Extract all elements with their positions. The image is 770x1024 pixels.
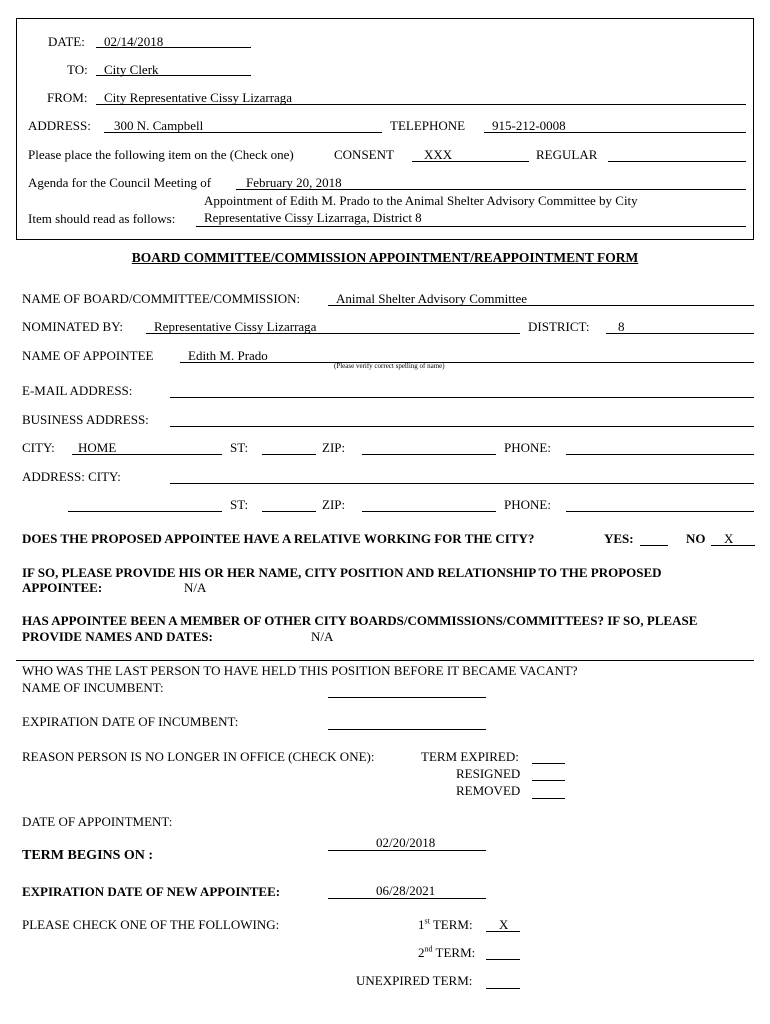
removed-field[interactable] bbox=[532, 798, 565, 799]
if-so-field[interactable]: N/A bbox=[184, 580, 207, 595]
check-one-label: PLEASE CHECK ONE OF THE FOLLOWING: bbox=[22, 917, 280, 932]
email-label: E-MAIL ADDRESS: bbox=[22, 383, 133, 398]
place-item-text: Please place the following item on the (Check one) bbox=[28, 147, 294, 162]
section-divider bbox=[16, 660, 754, 661]
first-term-label bbox=[418, 918, 473, 931]
term-begins-label: TERM BEGINS ON : bbox=[22, 848, 154, 863]
st2-field[interactable] bbox=[262, 511, 316, 512]
member-line-2: PROVIDE NAMES AND DATES: bbox=[22, 629, 213, 644]
from-field[interactable]: City Representative Cissy Lizarraga bbox=[104, 90, 293, 105]
yes-field[interactable] bbox=[640, 545, 668, 546]
new-expiration-line bbox=[328, 898, 486, 899]
address-field[interactable]: 300 N. Campbell bbox=[114, 118, 204, 133]
consent-label: CONSENT bbox=[334, 147, 394, 162]
no-line bbox=[711, 545, 755, 546]
term-expired-label: TERM EXPIRED: bbox=[421, 749, 519, 764]
date-label: DATE: bbox=[48, 34, 85, 49]
unexpired-field[interactable] bbox=[486, 988, 520, 989]
zip2-field[interactable] bbox=[362, 511, 496, 512]
business-field[interactable] bbox=[170, 426, 754, 427]
new-expiration-field[interactable]: 06/28/2021 bbox=[376, 883, 436, 898]
last-person-question: WHO WAS THE LAST PERSON TO HAVE HELD THIS POSITION BEFORE IT BECAME VACANT? bbox=[22, 663, 578, 678]
agenda-label: Agenda for the Council Meeting of bbox=[28, 175, 212, 190]
st-field[interactable] bbox=[262, 454, 316, 455]
city2-field[interactable] bbox=[68, 511, 222, 512]
first-term-sup: st bbox=[424, 916, 430, 926]
form-title: BOARD COMMITTEE/COMMISSION APPOINTMENT/REAPPOINTMENT FORM bbox=[131, 250, 639, 265]
appointment-date-field[interactable]: 02/20/2018 bbox=[376, 835, 436, 850]
phone-field[interactable] bbox=[566, 454, 754, 455]
district-field[interactable]: 8 bbox=[618, 319, 625, 334]
no-field[interactable]: X bbox=[724, 531, 734, 546]
zip-label: ZIP: bbox=[322, 440, 346, 455]
verify-note: (Please verify correct spelling of name) bbox=[334, 362, 445, 370]
if-so-line-1: IF SO, PLEASE PROVIDE HIS OR HER NAME, CITY POSITION AND RELATIONSHIP TO THE PROPOSED bbox=[22, 565, 662, 580]
first-term-field[interactable]: X bbox=[499, 917, 509, 932]
zip2-label: ZIP: bbox=[322, 497, 346, 512]
second-term-text: TERM: bbox=[435, 945, 476, 960]
business-label: BUSINESS ADDRESS: bbox=[22, 412, 149, 427]
nominated-field[interactable]: Representative Cissy Lizarraga bbox=[154, 319, 317, 334]
unexpired-label: UNEXPIRED TERM: bbox=[356, 973, 473, 988]
appointment-date-line bbox=[328, 850, 486, 851]
new-expiration-label: EXPIRATION DATE OF NEW APPOINTEE: bbox=[22, 884, 281, 899]
incumbent-expiration-label: EXPIRATION DATE OF INCUMBENT: bbox=[22, 714, 239, 729]
incumbent-name-field[interactable] bbox=[328, 697, 486, 698]
address-label: ADDRESS: bbox=[28, 118, 91, 133]
item-read-line-2[interactable]: Representative Cissy Lizarraga, District 8 bbox=[204, 210, 422, 225]
second-term-field[interactable] bbox=[486, 959, 520, 960]
if-so-line-2: APPOINTEE: bbox=[22, 580, 103, 595]
first-term-num: 1 bbox=[418, 917, 425, 932]
nominated-label: NOMINATED BY: bbox=[22, 319, 123, 334]
board-label: NAME OF BOARD/COMMITTEE/COMMISSION: bbox=[22, 291, 301, 306]
relative-question: DOES THE PROPOSED APPOINTEE HAVE A RELATIVE WORKING FOR THE CITY? bbox=[22, 531, 535, 546]
address-city-label: ADDRESS: CITY: bbox=[22, 469, 121, 484]
yes-label: YES: bbox=[604, 531, 634, 546]
member-field[interactable]: N/A bbox=[311, 629, 334, 644]
no-label: NO bbox=[686, 531, 706, 546]
item-read-line-1[interactable]: Appointment of Edith M. Prado to the Animal Shelter Advisory Committee by City bbox=[204, 193, 638, 208]
reason-label: REASON PERSON IS NO LONGER IN OFFICE (CHECK ONE): bbox=[22, 749, 375, 764]
st2-label: ST: bbox=[230, 497, 249, 512]
st-label: ST: bbox=[230, 440, 249, 455]
term-expired-field[interactable] bbox=[532, 763, 565, 764]
to-field[interactable]: City Clerk bbox=[104, 62, 159, 77]
second-term-label bbox=[418, 946, 475, 959]
appointee-field[interactable]: Edith M. Prado bbox=[188, 348, 268, 363]
appointee-label: NAME OF APPOINTEE bbox=[22, 348, 154, 363]
regular-line bbox=[608, 161, 746, 162]
district-line bbox=[606, 333, 754, 334]
agenda-field[interactable]: February 20, 2018 bbox=[246, 175, 342, 190]
second-term-sup: nd bbox=[424, 944, 433, 954]
resigned-label: RESIGNED bbox=[456, 766, 521, 781]
district-label: DISTRICT: bbox=[528, 319, 590, 334]
to-label: TO: bbox=[67, 62, 88, 77]
resigned-field[interactable] bbox=[532, 780, 565, 781]
removed-label: REMOVED bbox=[456, 783, 521, 798]
city-label: CITY: bbox=[22, 440, 55, 455]
telephone-field[interactable]: 915-212-0008 bbox=[492, 118, 566, 133]
from-label: FROM: bbox=[47, 90, 88, 105]
telephone-label: TELEPHONE bbox=[390, 118, 466, 133]
consent-field[interactable]: XXX bbox=[424, 147, 453, 162]
address-city-field[interactable] bbox=[170, 483, 754, 484]
member-line-1: HAS APPOINTEE BEEN A MEMBER OF OTHER CITY BOARDS/COMMISSIONS/COMMITTEES? IF SO, PLEASE bbox=[22, 613, 698, 628]
first-term-text: TERM: bbox=[432, 917, 473, 932]
regular-label: REGULAR bbox=[536, 147, 598, 162]
second-term-num: 2 bbox=[418, 945, 425, 960]
incumbent-expiration-field[interactable] bbox=[328, 729, 486, 730]
item-read-line bbox=[196, 226, 746, 227]
zip-field[interactable] bbox=[362, 454, 496, 455]
item-read-label: Item should read as follows: bbox=[28, 211, 176, 226]
city-field[interactable]: HOME bbox=[78, 440, 117, 455]
phone2-field[interactable] bbox=[566, 511, 754, 512]
email-field[interactable] bbox=[170, 397, 754, 398]
board-field[interactable]: Animal Shelter Advisory Committee bbox=[336, 291, 528, 306]
appointment-date-label: DATE OF APPOINTMENT: bbox=[22, 814, 173, 829]
phone-label: PHONE: bbox=[504, 440, 551, 455]
phone2-label: PHONE: bbox=[504, 497, 551, 512]
date-field[interactable]: 02/14/2018 bbox=[104, 34, 164, 49]
incumbent-name-label: NAME OF INCUMBENT: bbox=[22, 680, 164, 695]
